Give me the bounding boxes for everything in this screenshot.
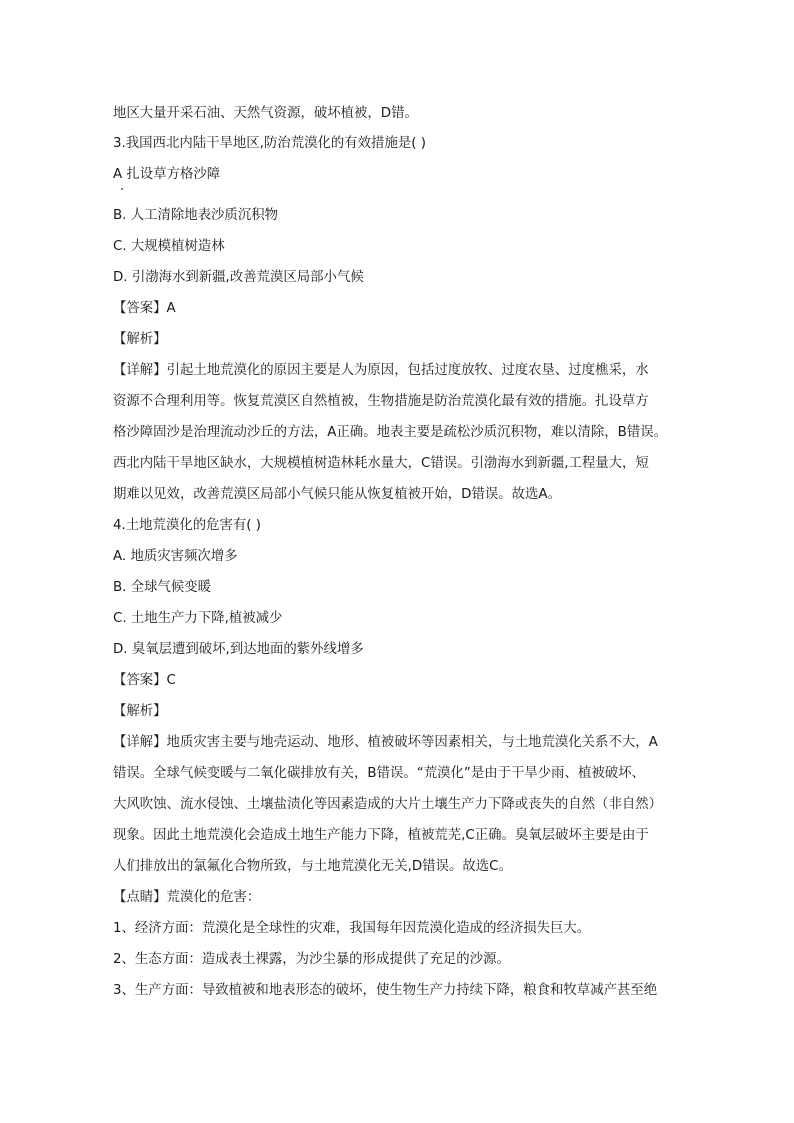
explanation-3-line-5: 期难以见效，改善荒漠区局部小气候只能从恢复植被开始，D错误。故选A。 — [113, 487, 561, 502]
explanation-4-line-5: 人们排放出的氯氟化合物所致，与土地荒漠化无关,D错误。故选C。 — [113, 859, 512, 874]
tip-heading: 【点睛】荒漠化的危害： — [113, 890, 261, 905]
text-line-1: 地区大量开采石油、天然气资源，破坏植被，D错。 — [113, 106, 418, 121]
question-3-option-a: A 扎设草方格沙障 — [113, 167, 221, 182]
question-4-option-a: A. 地质灾害频次增多 — [113, 549, 238, 564]
answer-4: 【答案】C — [113, 673, 176, 688]
explanation-3-line-1: 【详解】引起土地荒漠化的原因主要是人为原因，包括过度放牧、过度农垦、过度樵采，水 — [113, 363, 649, 378]
explanation-4-line-4: 现象。因此土地荒漠化会造成土地生产能力下降，植被荒芜,C正确。臭氧层破坏主要是由于 — [113, 828, 649, 843]
question-4-option-d: D. 臭氧层遭到破坏,到达地面的紫外线增多 — [113, 642, 364, 657]
question-3: 3.我国西北内陆干旱地区,防治荒漠化的有效措施是( ) — [113, 136, 426, 151]
tip-point-3: 3、生产方面：导致植被和地表形态的破坏，使生物生产力持续下降，粮食和牧草减产甚至绝 — [113, 983, 658, 998]
analysis-4-heading: 【解析】 — [113, 704, 167, 719]
explanation-4-line-3: 大风吹蚀、流水侵蚀、土壤盐渍化等因素造成的大片土壤生产力下降或丧失的自然（非自然） — [113, 797, 663, 812]
question-4: 4.土地荒漠化的危害有( ) — [113, 518, 261, 533]
tip-point-2: 2、生态方面：造成表土裸露，为沙尘暴的形成提供了充足的沙源。 — [113, 952, 510, 967]
explanation-3-line-4: 西北内陆干旱地区缺水，大规模植树造林耗水量大，C错误。引渤海水到新疆,工程量大，短 — [113, 456, 649, 471]
question-3-option-b: B. 人工清除地表沙质沉积物 — [113, 208, 278, 223]
explanation-3-line-3: 格沙障固沙是治理流动沙丘的方法，A正确。地表主要是疏松沙质沉积物，难以清除，B错误。 — [113, 425, 667, 440]
question-4-option-b: B. 全球气候变暖 — [113, 580, 212, 595]
question-4-option-c: C. 土地生产力下降,植被减少 — [113, 611, 283, 626]
explanation-4-line-2: 错误。全球气候变暖与二氧化碳排放有关，B错误。“荒漠化”是由于干旱少雨、植被破坏、 — [113, 766, 645, 781]
stray-dot — [121, 188, 123, 190]
tip-point-1: 1、经济方面：荒漠化是全球性的灾难，我国每年因荒漠化造成的经济损失巨大。 — [113, 921, 591, 936]
explanation-4-line-1: 【详解】地质灾害主要与地壳运动、地形、植被破坏等因素相关，与土地荒漠化关系不大，A — [113, 735, 658, 750]
analysis-3-heading: 【解析】 — [113, 332, 167, 347]
question-3-option-c: C. 大规模植树造林 — [113, 239, 225, 254]
answer-3: 【答案】A — [113, 301, 176, 316]
question-3-option-d: D. 引渤海水到新疆,改善荒漠区局部小气候 — [113, 270, 364, 285]
explanation-3-line-2: 资源不合理利用等。恢复荒漠区自然植被，生物措施是防治荒漠化最有效的措施。扎设草方 — [113, 394, 649, 409]
